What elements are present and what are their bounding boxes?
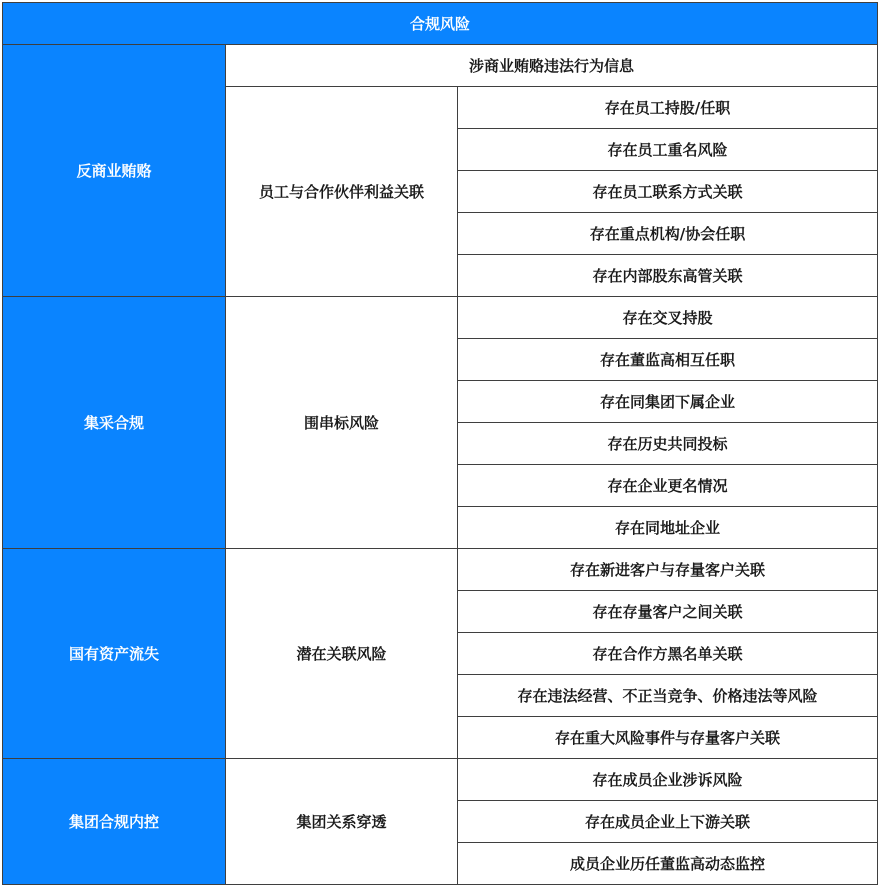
item-cell: 存在交叉持股	[458, 297, 878, 339]
item-cell: 存在成员企业涉诉风险	[458, 759, 878, 801]
table-row	[3, 297, 878, 339]
item-cell: 存在新进客户与存量客户关联	[458, 549, 878, 591]
item-cell: 存在员工持股/任职	[458, 87, 878, 129]
item-cell: 存在企业更名情况	[458, 465, 878, 507]
compliance-risk-table	[2, 2, 878, 885]
item-cell: 存在同地址企业	[458, 507, 878, 549]
group-cell: 集团关系穿透	[226, 759, 458, 885]
item-cell: 存在合作方黑名单关联	[458, 633, 878, 675]
compliance-risk-table-wrapper	[2, 2, 878, 885]
item-cell: 成员企业历任董监高动态监控	[458, 843, 878, 885]
category-cell: 国有资产流失	[3, 549, 226, 759]
group-cell: 员工与合作伙伴利益关联	[226, 87, 458, 297]
group-cell: 围串标风险	[226, 297, 458, 549]
table-row	[3, 45, 878, 87]
item-cell: 存在员工重名风险	[458, 129, 878, 171]
category-cell: 集采合规	[3, 297, 226, 549]
item-cell: 存在内部股东高管关联	[458, 255, 878, 297]
item-cell: 存在存量客户之间关联	[458, 591, 878, 633]
item-cell: 存在历史共同投标	[458, 423, 878, 465]
item-cell: 存在违法经营、不正当竞争、价格违法等风险	[458, 675, 878, 717]
item-cell: 存在重点机构/协会任职	[458, 213, 878, 255]
item-cell: 存在董监高相互任职	[458, 339, 878, 381]
table-row	[3, 549, 878, 591]
item-cell: 存在员工联系方式关联	[458, 171, 878, 213]
table-title: 合规风险	[3, 3, 878, 45]
item-cell: 存在重大风险事件与存量客户关联	[458, 717, 878, 759]
group-cell: 潜在关联风险	[226, 549, 458, 759]
category-cell: 反商业贿赂	[3, 45, 226, 297]
table-body	[3, 3, 878, 885]
title-row	[3, 3, 878, 45]
category-cell: 集团合规内控	[3, 759, 226, 885]
table-row	[3, 759, 878, 801]
group-cell: 涉商业贿赂违法行为信息	[226, 45, 878, 87]
item-cell: 存在成员企业上下游关联	[458, 801, 878, 843]
item-cell: 存在同集团下属企业	[458, 381, 878, 423]
